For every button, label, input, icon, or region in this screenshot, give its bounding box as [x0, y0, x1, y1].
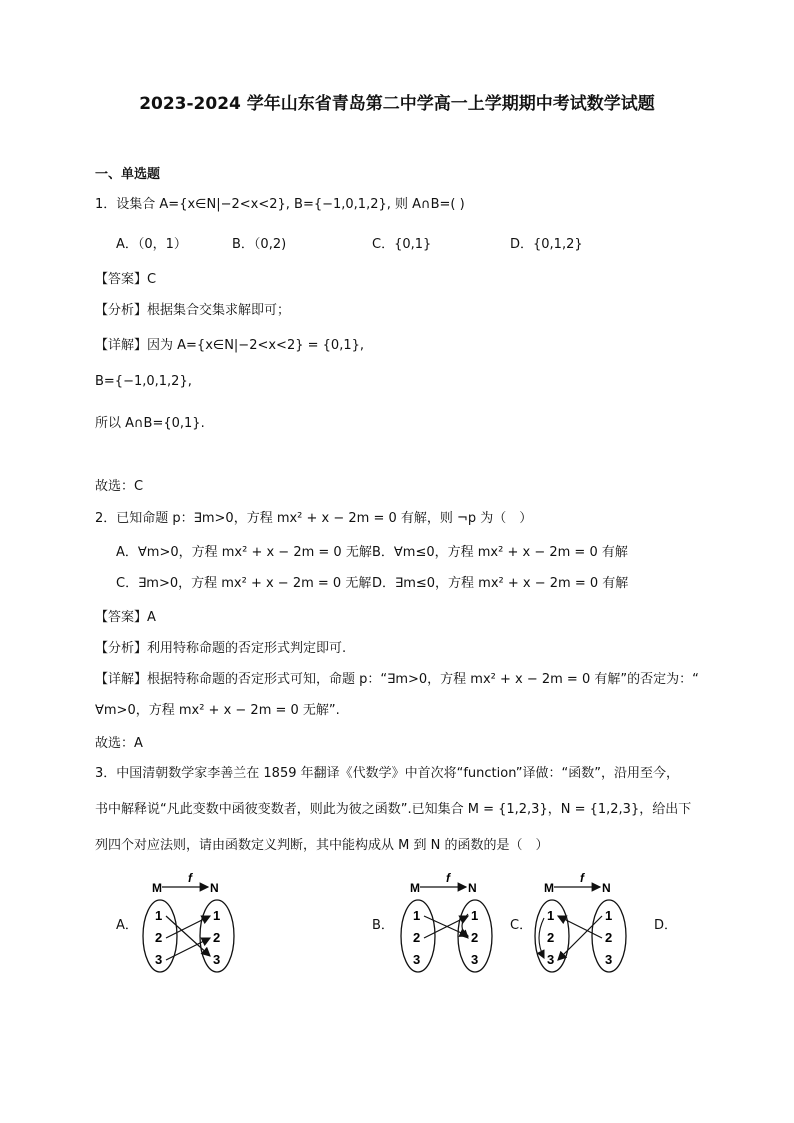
- q2-option-b: B．∀m≤0，方程 mx² + x − 2m = 0 有解: [372, 545, 628, 560]
- q2-detail-1: 【详解】根据特称命题的否定形式可知，命题 p：“∃m>0，方程 mx² + x − 2m = 0 有解”的否定为：“: [95, 672, 699, 687]
- q3-line-1: 3．中国清朝数学家李善兰在 1859 年翻译《代数学》中首次将“function”译做：“函数”，沿用至今，: [95, 766, 679, 781]
- q1-choose: 故选：C: [95, 479, 144, 494]
- svg-text:M: M: [544, 881, 554, 895]
- mapping-diagram-a: [140, 868, 250, 980]
- mapping-diagram-c: [532, 868, 642, 980]
- q2-option-a: A．∀m>0，方程 mx² + x − 2m = 0 无解: [116, 545, 372, 560]
- svg-text:f: f: [580, 871, 584, 885]
- q1-answer: 【答案】C: [95, 272, 157, 287]
- mapping-diagram-b: [398, 868, 508, 980]
- q3-option-d-label: D．: [654, 918, 678, 933]
- svg-text:2: 2: [547, 930, 555, 945]
- svg-text:f: f: [446, 871, 450, 885]
- svg-text:1: 1: [471, 908, 479, 923]
- q1-stem: 1．设集合 A={x∈N|−2<x<2}, B={−1,0,1,2}, 则 A∩B=( ): [95, 197, 465, 212]
- function-f-label: f: [188, 871, 192, 885]
- set-m-label: M: [152, 881, 162, 895]
- svg-text:1: 1: [155, 908, 163, 923]
- q1-option-a: A．（0，1）: [116, 237, 187, 252]
- q2-detail-2: ∀m>0，方程 mx² + x − 2m = 0 无解”.: [95, 703, 340, 718]
- q2-analysis: 【分析】利用特称命题的否定形式判定即可.: [95, 641, 347, 656]
- q3-line-2: 书中解释说“凡此变数中函彼变数者，则此为彼之函数”.已知集合 M = {1,2,3}，N = {1,2,3}，给出下: [95, 802, 692, 817]
- q1-detail-1: 【详解】因为 A={x∈N|−2<x<2} = {0,1},: [95, 338, 365, 353]
- q1-detail-3: 所以 A∩B={0,1}.: [95, 416, 205, 431]
- q1-detail-2: B={−1,0,1,2},: [95, 374, 192, 389]
- q1-option-d: D．{0,1,2}: [510, 237, 583, 252]
- svg-text:3: 3: [413, 952, 421, 967]
- q3-line-3: 列四个对应法则，请由函数定义判断，其中能构成从 M 到 N 的函数的是（ ）: [95, 838, 549, 853]
- svg-text:3: 3: [213, 952, 221, 967]
- q2-option-c: C．∃m>0，方程 mx² + x − 2m = 0 无解: [116, 576, 372, 591]
- svg-text:2: 2: [605, 930, 613, 945]
- svg-text:2: 2: [413, 930, 421, 945]
- svg-text:1: 1: [605, 908, 613, 923]
- svg-text:2: 2: [471, 930, 479, 945]
- q2-choose: 故选：A: [95, 736, 143, 751]
- svg-text:1: 1: [547, 908, 555, 923]
- svg-text:2: 2: [213, 930, 221, 945]
- q3-option-c-label: C．: [510, 918, 533, 933]
- q2-stem: 2．已知命题 p：∃m>0，方程 mx² + x − 2m = 0 有解，则 ¬p 为（ ）: [95, 511, 533, 526]
- q1-option-b: B．（0,2): [232, 237, 287, 252]
- q2-answer: 【答案】A: [95, 610, 156, 625]
- svg-text:1: 1: [413, 908, 421, 923]
- set-n-label: N: [210, 881, 219, 895]
- q1-option-c: C．{0,1}: [372, 237, 432, 252]
- q2-option-d: D．∃m≤0，方程 mx² + x − 2m = 0 有解: [372, 576, 629, 591]
- svg-text:2: 2: [155, 930, 163, 945]
- svg-text:N: N: [468, 881, 477, 895]
- svg-text:3: 3: [547, 952, 555, 967]
- svg-text:M: M: [410, 881, 420, 895]
- section-heading: 一、单选题: [95, 167, 161, 182]
- svg-text:3: 3: [605, 952, 613, 967]
- page-title: 2023-2024 学年山东省青岛第二中学高一上学期期中考试数学试题: [139, 94, 655, 114]
- svg-text:N: N: [602, 881, 611, 895]
- svg-text:1: 1: [213, 908, 221, 923]
- q1-analysis: 【分析】根据集合交集求解即可；: [95, 303, 291, 318]
- q3-option-b-label: B．: [372, 918, 394, 933]
- q3-option-a-label: A．: [116, 918, 138, 933]
- svg-text:3: 3: [471, 952, 479, 967]
- svg-text:3: 3: [155, 952, 163, 967]
